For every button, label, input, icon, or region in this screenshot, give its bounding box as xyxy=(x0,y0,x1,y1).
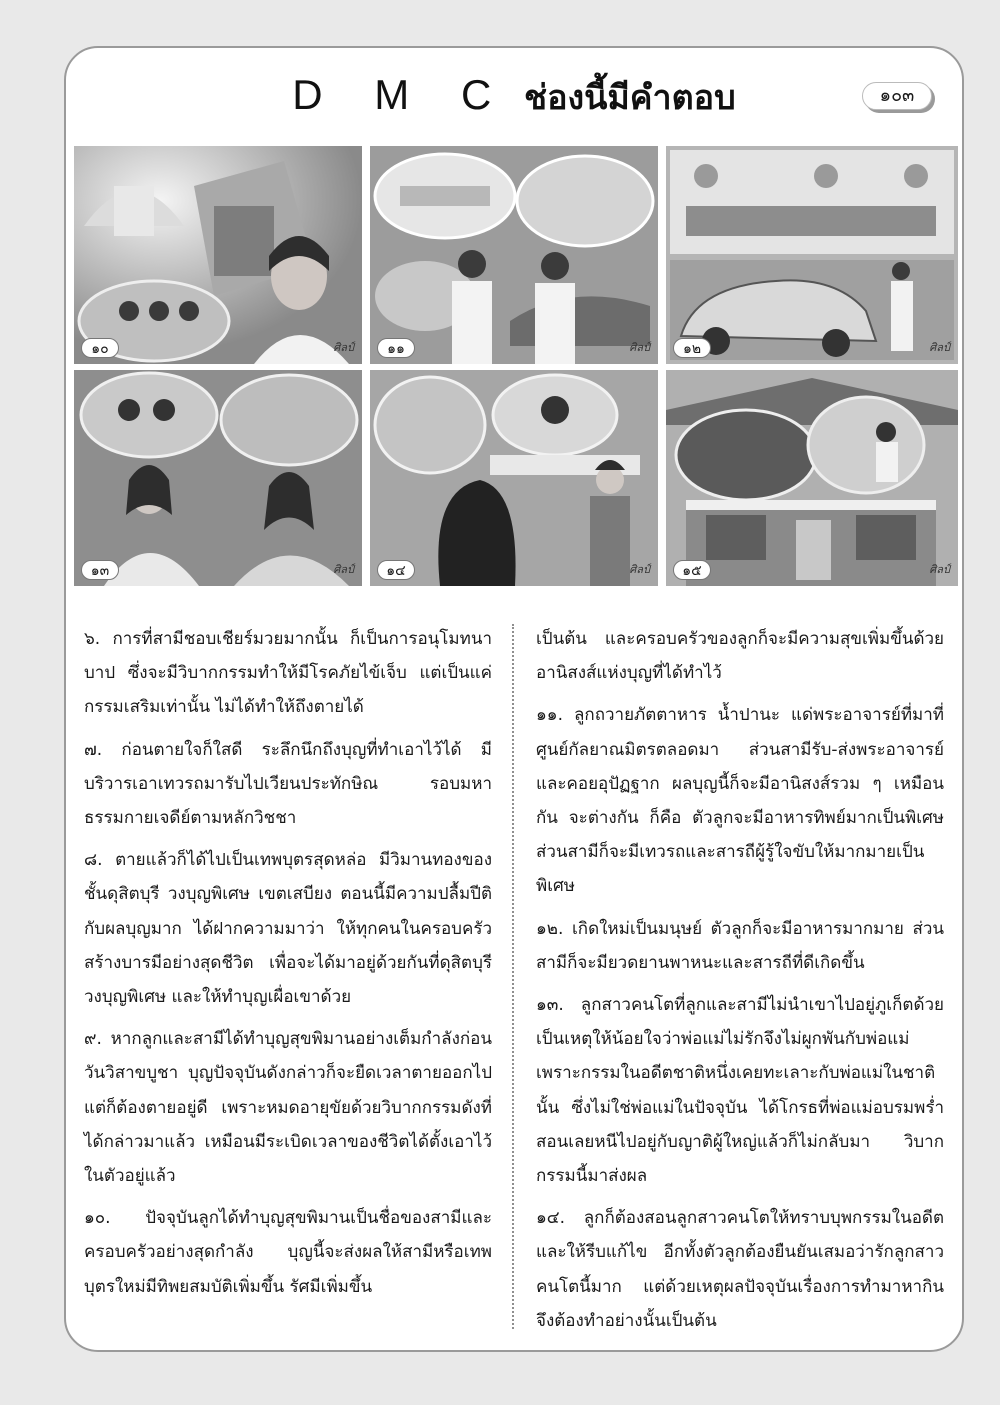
paragraph-10: ๑๐. ปัจจุบันลูกได้ทำบุญสุขพิมานเป็นชื่อของสามีและครอบครัวอย่างสุดกำลัง บุญนี้จะส่งผลให้สามีหรือเทพบุตรใหม่มีทิพยสมบัติเพิ่มขึ้น รัศมีเพิ่มขึ้น xyxy=(84,1208,492,1297)
illustration-art xyxy=(74,146,362,364)
illustration-panel-12 xyxy=(666,146,958,364)
illustration-art xyxy=(370,146,658,364)
illustration-panel-11 xyxy=(370,146,658,364)
illustration-art xyxy=(666,370,958,586)
paragraph-7: ๗. ก่อนตายใจก็ใสดี ระลึกนึกถึงบุญที่ทำเอาไว้ได้ มีบริวารเอาเทวรถมารับไปเวียนประทักษิณ รอบมหาธรรมกายเจดีย์ตามหลักวิชชา xyxy=(84,739,492,829)
panel-number-tag: ๑๓ xyxy=(81,560,119,580)
artist-signature: ศิลป์ xyxy=(929,563,950,576)
artist-signature: ศิลป์ xyxy=(629,563,650,576)
illustration-art xyxy=(74,370,362,586)
artist-signature: ศิลป์ xyxy=(929,341,950,354)
artist-signature: ศิลป์ xyxy=(629,341,650,354)
panel-number-tag: ๑๑ xyxy=(377,338,415,358)
paragraph-10-continued: เป็นต้น และครอบครัวของลูกก็จะมีความสุขเพิ่มขึ้นด้วยอานิสงส์แห่งบุญที่ได้ทำไว้ xyxy=(536,629,944,684)
paragraph-11: ๑๑. ลูกถวายภัตตาหาร น้ำปานะ แด่พระอาจารย์ที่มาที่ศูนย์กัลยาณมิตรตลอดมา ส่วนสามีรับ-ส่งพระอาจารย์และคอยอุปัฏฐาก ผลบุญนี้ก็จะมีอานิสงส์รวม ๆ เหมือนกัน จะต่างกัน ก็คือ ตัวลูกจะมีอาหารทิพย์มากเป็นพิเศษ ส่วนสามีก็จะมีเทวรถและสารถีผู้รู้ใจขับให้มากมายเป็นพิเศษ xyxy=(536,705,944,897)
panel-number-tag: ๑๕ xyxy=(673,560,711,580)
illustration-panel-15 xyxy=(666,370,958,586)
illustration-panel-10 xyxy=(74,146,362,364)
text-column-left xyxy=(84,622,492,1312)
paragraph-6: ๖. การที่สามีชอบเชียร์มวยมากนั้น ก็เป็นการอนุโมทนาบาป ซึ่งจะมีวิบากกรรมทำให้มีโรคภัยไข้เจ็บ แต่เป็นแค่กรรมเสริมเท่านั้น ไม่ได้ทำให้ถึงตายได้ xyxy=(84,629,492,718)
page-number: ๑๐๓ xyxy=(862,82,932,110)
illustration-panel-13 xyxy=(74,370,362,586)
page-header xyxy=(66,70,962,124)
brand-logo-text: D M C xyxy=(292,71,512,118)
column-divider xyxy=(512,624,514,1329)
section-title: ช่องนี้มีคำตอบ xyxy=(524,78,736,118)
panel-number-tag: ๑๔ xyxy=(377,560,415,580)
text-column-right xyxy=(536,622,944,1346)
artist-signature: ศิลป์ xyxy=(333,341,354,354)
paragraph-9: ๙. หากลูกและสามีได้ทำบุญสุขพิมานอย่างเต็มกำลังก่อนวันวิสาขบูชา บุญปัจจุบันดังกล่าวก็จะยืดเวลาตายออกไป แต่ก็ต้องตายอยู่ดี เพราะหมดอายุขัยด้วยวิบากกรรมดังที่ได้กล่าวมาแล้ว เหมือนมีระเบิดเวลาของชีวิตได้ตั้งเอาไว้ในตัวอยู่แล้ว xyxy=(84,1029,492,1187)
artist-signature: ศิลป์ xyxy=(333,563,354,576)
illustration-panel-14 xyxy=(370,370,658,586)
panel-number-tag: ๑๒ xyxy=(673,338,711,358)
illustration-art xyxy=(370,370,658,586)
illustration-grid xyxy=(74,146,958,586)
illustration-art xyxy=(666,146,958,364)
paragraph-12: ๑๒. เกิดใหม่เป็นมนุษย์ ตัวลูกก็จะมีอาหารมากมาย ส่วนสามีก็จะมียวดยานพาหนะและสารถีที่ดีเกิดขึ้น xyxy=(536,918,944,973)
paragraph-13: ๑๓. ลูกสาวคนโตที่ลูกและสามีไม่นำเขาไปอยู่ภูเก็ตด้วยเป็นเหตุให้น้อยใจว่าพ่อแม่ไม่รักจึงไม่ผูกพันกับพ่อแม่ เพราะกรรมในอดีตชาติหนึ่งเคยทะเลาะกับพ่อแม่ในชาตินั้น ซึ่งไม่ใช่พ่อแม่ในปัจจุบัน ได้โกรธที่พ่อแม่อบรมพร่ำสอนเลยหนีไปอยู่กับญาติผู้ใหญ่แล้วก็ไม่กลับมา วิบากกรรมนี้มาส่งผล xyxy=(536,995,944,1187)
page-sheet xyxy=(64,46,964,1352)
paragraph-8: ๘. ตายแล้วก็ได้ไปเป็นเทพบุตรสุดหล่อ มีวิมานทองของชั้นดุสิตบุรี วงบุญพิเศษ เขตเสบียง ตอนนี้มีความปลื้มปีติกับผลบุญมาก ได้ฝากความมาว่า ให้ทุกคนในครอบครัวสร้างบารมีอย่างสุดชีวิต เพื่อจะได้มาอยู่ด้วยกันที่ดุสิตบุรี วงบุญพิเศษ และให้ทำบุญเผื่อเขาด้วย xyxy=(84,850,492,1008)
paragraph-14: ๑๔. ลูกก็ต้องสอนลูกสาวคนโตให้ทราบบุพกรรมในอดีต และให้รีบแก้ไข อีกทั้งตัวลูกต้องยืนยันเสมอว่ารักลูกสาวคนโตนี้มาก แต่ด้วยเหตุผลปัจจุบันเรื่องการทำมาหากินจึงต้องทำอย่างนั้นเป็นต้น xyxy=(536,1208,944,1331)
panel-number-tag: ๑๐ xyxy=(81,338,119,358)
